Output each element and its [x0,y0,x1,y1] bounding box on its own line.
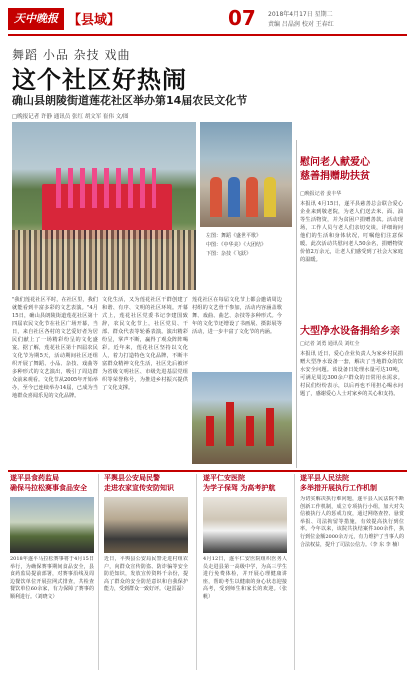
performer-figure [264,177,276,217]
bottom-article-2 [104,474,188,670]
title-line: 遂平仁安医院 [203,474,245,482]
title-line: 平舆县公安局民警 [104,474,160,482]
right-article-1-byline: □晚报记者 姜丰华 [300,191,342,197]
column-divider [296,140,297,468]
lead-kicker: 舞蹈 小品 杂技 戏曲 [12,48,131,62]
title-line: 走进农家宣传安防知识 [104,483,174,492]
section-tag: 【县域】 [68,13,121,28]
bottom-article-photo [203,497,287,553]
performer-figure [246,177,258,217]
acrobat-figure [206,416,214,446]
right-article-2-title: 大型净水设备捐给乡亲 [300,326,400,337]
right-article-2-body: 本报讯 近日，爱心企业负责人为家乡村民捐赠大型净水设备一套，解决了当地群众的饮水安全问题。该设备日处理水量可达10吨，可满足周边300余户群众的日常用水需求。村民们纷纷表示，以后再也不用担心喝水问题了，感谢爱心人士对家乡的关心和支持。 [300,351,403,397]
bottom-article-photo [104,497,188,553]
bottom-article-title [104,474,188,493]
title-line: 遂平县人民法院 [300,474,349,482]
bottom-article-title [10,474,94,493]
column-divider [294,474,295,670]
title-line: 遂平县食药监局 [10,474,59,482]
bottom-article-title [300,474,404,493]
bottom-article-title [203,474,287,493]
crowd-shape [12,230,196,290]
lead-headline: 这个社区好热闹 [12,66,187,94]
issue-date: 2018年4月17日 星期二 [268,11,333,18]
right-article-2-byline: □记者 刘勇 通讯员 刘红全 [300,341,360,347]
bottom-article-4 [300,474,404,670]
acrobat-figure [266,408,274,446]
performer-figure [210,177,222,217]
acrobat-figure [226,402,234,446]
bottom-article-body: 为切实解决执行难问题，遂平县人民法院不断创新工作机制，成立专项执行小组，加大对失信被执行人的惩戒力度，通过网络查控、悬赏举报、司法拘留等措施，有效提高执行到位率。今年以来，该院共执结案件300余件，执行到位金额2000余万元，有力维护了当事人的合法权益，提升了司法公信力。（李 东 李 楠） [300,496,404,548]
bottom-article-photo [10,497,94,553]
column-divider [98,474,99,670]
title-line: 为学子保驾 为高考护航 [203,483,276,492]
lead-photo-dance [12,122,196,290]
bottom-article-body: 4月12日，遂平仁安医院组织医务人员走进县第一高级中学，为高三学生进行免费体检，并开展心理健康讲座，帮助考生以健康的身心状态迎接高考，受到师生和家长的欢迎。（张 帆） [203,556,287,600]
right-article-1-body: 本报讯 4月15日，遂平县慈善总会联合爱心企业来到敬老院，为老人们送去米、面、油等生活物资，并为贫困户捐赠善款。活动现场，工作人员与老人们亲切交谈，详细询问他们的生活和身体状况，叮嘱他们注意保暖。此次活动共慰问老人50余名，捐赠物资价值2万余元，让老人们感受到了社会大家庭的温暖。 [300,201,403,263]
masthead [8,6,407,36]
title-line: 多举措开展执行工作机制 [300,483,377,492]
title-line: 慈善捐赠助扶贫 [300,171,370,182]
lead-body-column-1: "我们莲花社区平时，在社区里，我们就能看到丰富多彩的文艺表演。"4月15日，确山县朗陵街道莲花社区第十四届农民文化节在社区广场开幕，当日，来自社区各村的文艺爱好者为居民们献上了一场精彩纷呈的文化盛宴。据了解，莲花社区第十四届农民文化节为期5天，活动期间社区还组织开展了舞蹈、小品、杂技、戏曲等多种形式的文艺演出，吸引了周边群众前来观看。文化节从2005年开始举办，至今已连续举办14届，已成为当地群众喜闻乐见的文化品牌。 [12,297,98,399]
bottom-article-body: 近日，平舆县公安局民警走进村组农户，向群众宣传防盗、防诈骗等安全防范知识，发放宣传资料千余份，提高了群众的安全防范意识和自我保护能力，受到群众一致好评。（赵雷磊） [104,556,188,593]
lead-body-column-3: 莲花社区在每届文化节上都会邀请周边村组的文艺骨干参加，活动内容涵盖歌舞、戏曲、曲艺、杂技等多种形式。今年的文化节还增设了书画展、摄影展等活动，进一步丰富了文化节的内涵。 [192,297,282,335]
caption-line: 中图：《中华美》《大团结》 [206,242,267,248]
acrobat-figure [246,416,254,446]
newspaper-logo: 天中晚报 [8,8,64,30]
bottom-article-body: 2018年遂平马拉松赛事将于4月15日举行，为确保赛事期间食品安全，县食药监局提前部署，对赛事沿线及周边餐饮单位开展拉网式排查，共检查餐饮单位60余家，有力保障了赛事的顺利进行。（刘晓文） [10,556,94,600]
column-divider [196,474,197,670]
caption-line: 左图：舞蹈《盛世平歌》 [206,233,262,239]
issue-editors: 责编 吕晶润 校对 王春红 [268,21,334,28]
bottom-strip-rule [8,470,407,472]
lead-photo-performers [200,122,292,227]
dancers-shape [56,168,156,208]
title-line: 慰问老人献爱心 [300,157,370,168]
caption-line: 下图：杂技《飞跃》 [206,251,252,257]
page-number: 07 [228,6,256,30]
photo-caption [206,232,292,259]
lead-photo-acrobatics [192,372,292,464]
bottom-article-1 [10,474,94,670]
lead-byline: □晚报记者 许静 通讯员 张红 胡文军 崔伟 文/图 [12,114,129,120]
lead-subhead: 确山县朗陵街道莲花社区举办第14届农民文化节 [12,94,248,107]
bottom-article-3 [203,474,287,670]
title-line: 确保马拉松赛事食品安全 [10,483,87,492]
lead-body-column-2: 文化生活，又为莲花社区干群创建了和谐、有序、文明的社区环境。开幕式上，莲花社区党委书记李建国致辞，农民文化节上，社区党员、干部、群众代表等轮番表演。演出精彩纷呈，掌声不断，赢得了观众阵阵喝彩。近年来，莲花社区坚持以文化人，着力打造特色文化品牌，不断丰富群众精神文化生活，社区先后被评为省级文明社区、市级先进基层党组织等荣誉称号，为推进乡村振兴提供了文化支撑。 [102,297,188,391]
performer-figure [228,177,240,217]
right-article-1-title [300,156,370,184]
